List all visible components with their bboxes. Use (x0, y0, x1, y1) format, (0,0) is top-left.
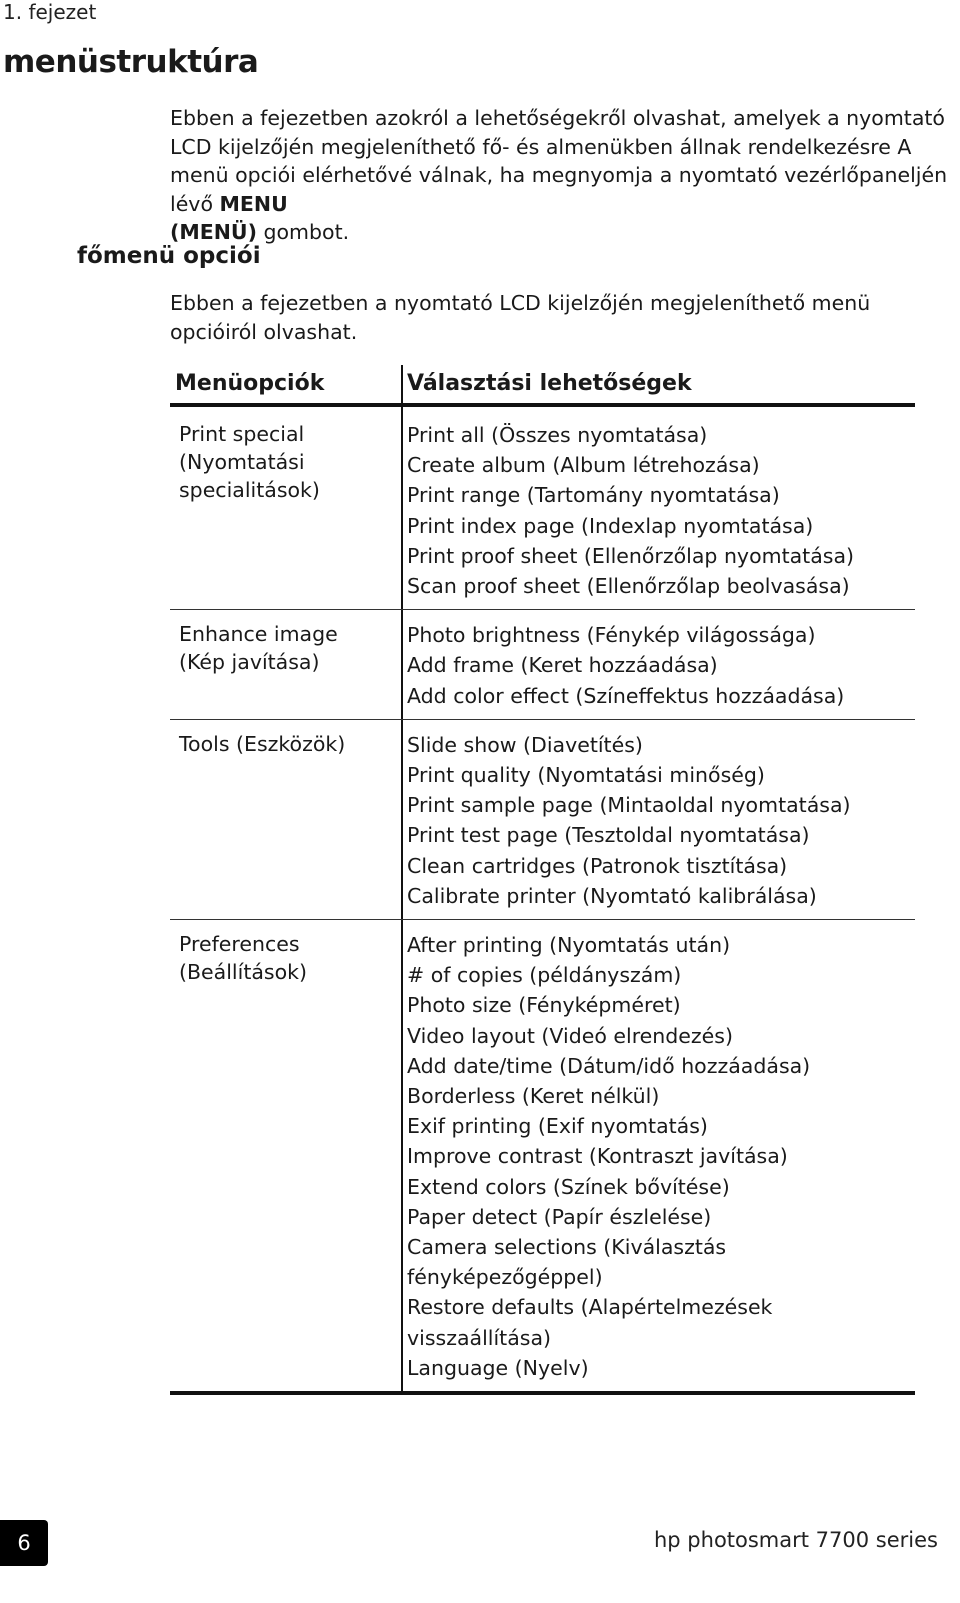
option-item: Exif printing (Exif nyomtatás) (407, 1114, 708, 1139)
option-item: After printing (Nyomtatás után) (407, 933, 731, 958)
column-header-options: Választási lehetőségek (407, 371, 692, 396)
option-item: Calibrate printer (Nyomtató kalibrálása) (407, 883, 817, 908)
table-body (170, 410, 915, 1391)
table-header (170, 365, 915, 410)
option-item: Scan proof sheet (Ellenőrzőlap beolvasása) (407, 574, 850, 599)
column-header-menu: Menüopciók (175, 371, 325, 396)
table-row (170, 610, 915, 720)
option-item: Print all (Összes nyomtatása) (407, 423, 708, 447)
option-item: Add date/time (Dátum/idő hozzáadása) (407, 1053, 811, 1078)
menu-table (170, 365, 915, 1395)
section-heading: főmenü opciói (77, 243, 261, 269)
option-item: Slide show (Diavetítés) (407, 732, 643, 757)
intro-text: Ebben a fejezetben azokról a lehetőségekről olvashat, amelyek a nyomtató LCD kijelzőjén megjeleníthető fő- és almenükben állnak rendelkezésre A menü opciói elérhetővé válnak, ha megnyomja a nyomtató vezérlőpaneljén lévő (170, 106, 948, 216)
menu-key-label: MENU (219, 191, 288, 216)
option-list (170, 920, 915, 1391)
menu-category: Tools (Eszközök) (179, 731, 346, 756)
menu-category: Print special (Nyomtatási specialitások) (179, 422, 320, 502)
chapter-label: 1. fejezet (3, 0, 97, 24)
menu-key (220, 192, 288, 216)
option-item: Print sample page (Mintaoldal nyomtatása) (407, 793, 851, 818)
option-item: Add frame (Keret hozzáadása) (407, 653, 718, 678)
option-item: # of copies (példányszám) (407, 963, 682, 988)
menu-key-hu: (MENÜ) (170, 220, 257, 244)
option-item: Extend colors (Színek bővítése) (407, 1174, 730, 1199)
bottom-rule (170, 1391, 915, 1395)
intro-paragraph (170, 104, 960, 247)
option-item: Borderless (Keret nélkül) (407, 1084, 660, 1109)
option-item: Restore defaults (Alapértelmezések visszaállítása) (407, 1295, 773, 1350)
product-name: hp photosmart 7700 series (653, 1528, 938, 1552)
option-item: Clean cartridges (Patronok tisztítása) (407, 853, 788, 878)
menu-category: Preferences (Beállítások) (179, 932, 308, 985)
option-item: Create album (Album létrehozása) (407, 453, 760, 478)
page-number: 6 (0, 1520, 48, 1566)
menu-category: Enhance image (Kép javítása) (179, 622, 338, 675)
option-item: Print range (Tartomány nyomtatása) (407, 483, 780, 508)
option-item: Print test page (Tesztoldal nyomtatása) (407, 823, 810, 848)
option-item: Print quality (Nyomtatási minőség) (407, 763, 765, 788)
page-title: menüstruktúra (3, 44, 259, 80)
option-item: Photo brightness (Fénykép világossága) (407, 623, 816, 648)
option-item: Print index page (Indexlap nyomtatása) (407, 513, 814, 538)
option-item: Photo size (Fényképméret) (407, 993, 681, 1018)
table-row (170, 920, 915, 1391)
option-item: Camera selections (Kiválasztás fényképezőgéppel) (407, 1235, 727, 1290)
table-row (170, 410, 915, 610)
section-text: Ebben a fejezetben a nyomtató LCD kijelzőjén megjeleníthető menü opcióiról olvashat. (170, 291, 871, 344)
header-rule (170, 403, 915, 407)
option-item: Language (Nyelv) (407, 1355, 589, 1380)
option-item: Paper detect (Papír észlelése) (407, 1204, 712, 1229)
option-item: Improve contrast (Kontraszt javítása) (407, 1144, 788, 1169)
option-item: Video layout (Videó elrendezés) (407, 1023, 733, 1048)
table-row (170, 720, 915, 920)
option-item: Print proof sheet (Ellenőrzőlap nyomtatása) (407, 543, 855, 568)
intro-tail: gombot. (263, 220, 350, 244)
option-item: Add color effect (Színeffektus hozzáadása) (407, 683, 845, 708)
